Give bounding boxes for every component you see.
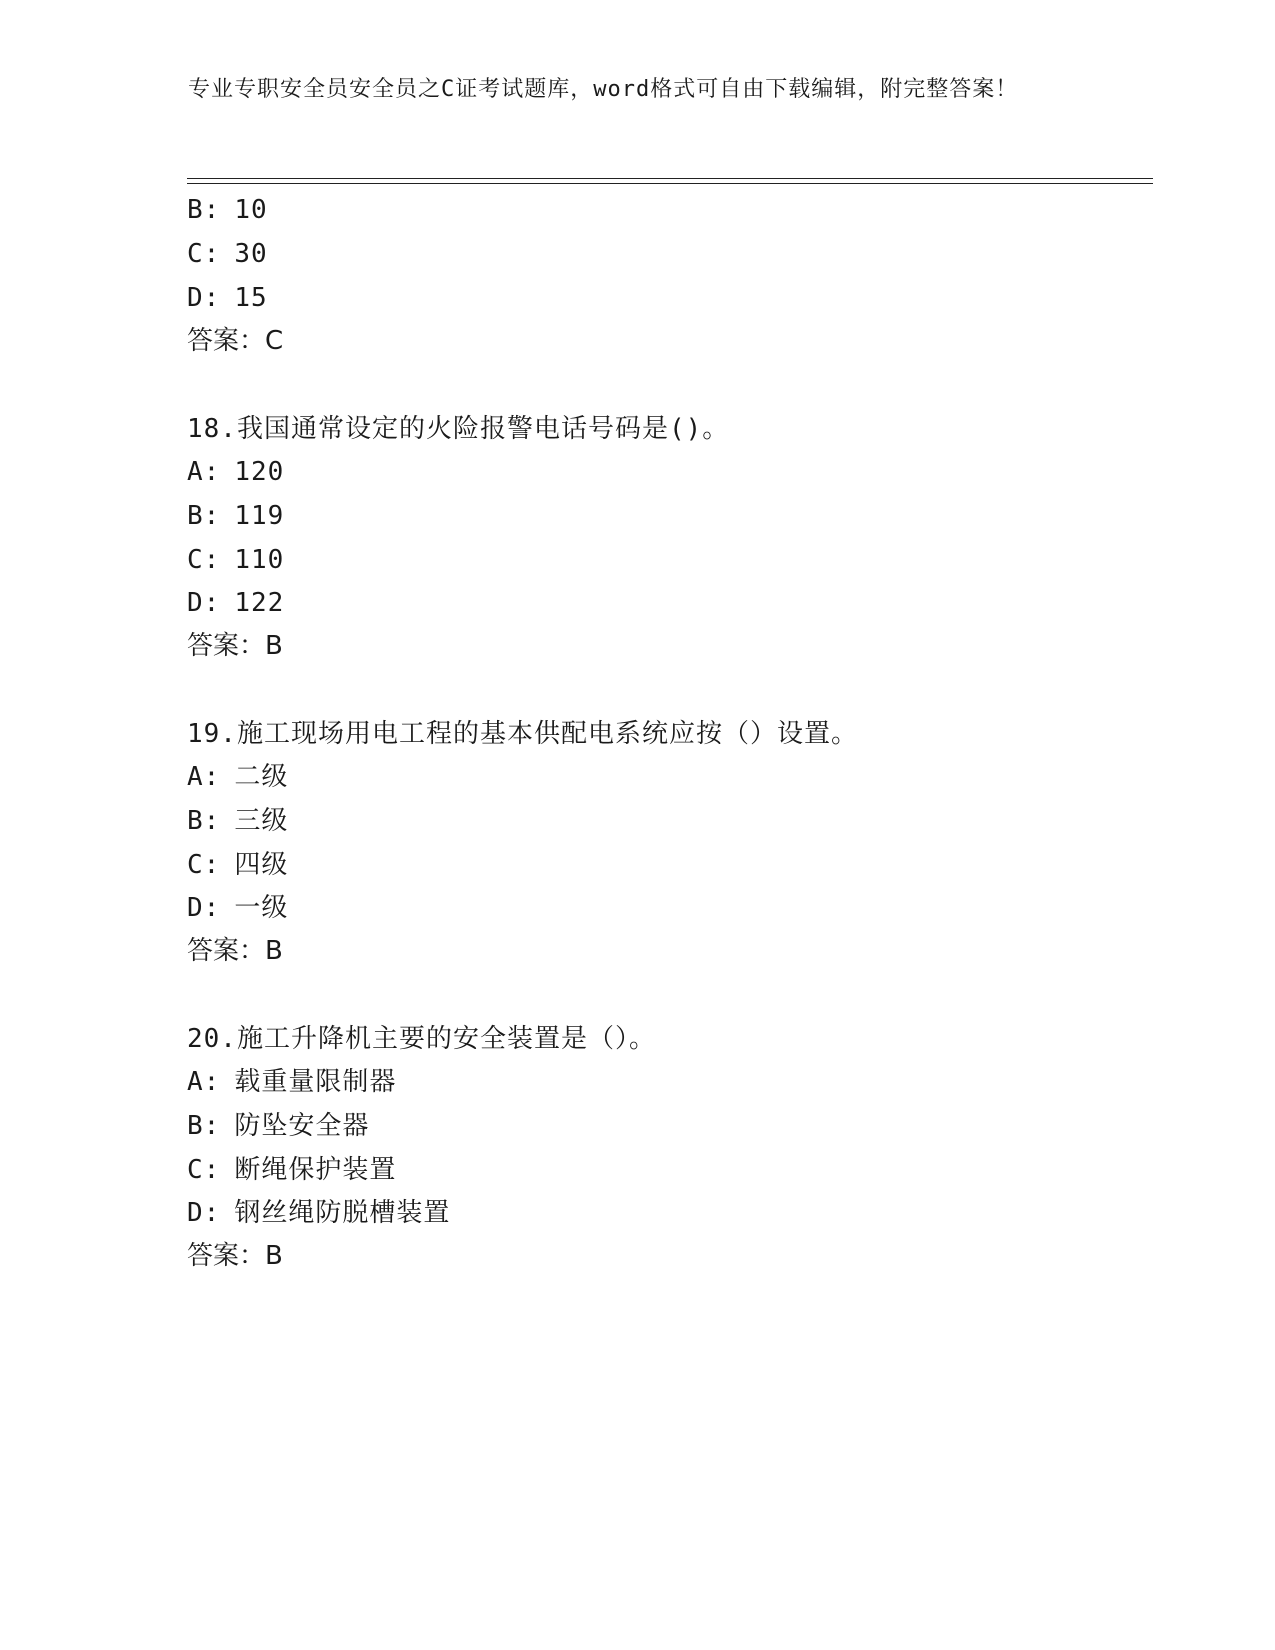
option-text: 断绳保护装置 <box>234 1155 397 1185</box>
option-c <box>187 848 288 882</box>
option-separator: : <box>203 195 221 225</box>
option-a <box>187 1065 396 1099</box>
answer-value: B <box>265 1241 283 1271</box>
option-c <box>187 543 284 577</box>
answer-line <box>187 934 283 968</box>
option-c <box>187 1153 396 1187</box>
option-d <box>187 891 288 925</box>
option-separator: : <box>203 1067 221 1097</box>
option-separator: : <box>203 588 221 618</box>
option-text: 载重量限制器 <box>234 1067 397 1097</box>
option-key: C <box>187 545 204 575</box>
option-separator: : <box>203 762 221 792</box>
answer-label: 答案： <box>187 936 266 966</box>
option-text: 钢丝绳防脱槽装置 <box>234 1198 451 1228</box>
option-separator: : <box>203 850 221 880</box>
option-key: B <box>187 195 204 225</box>
option-b <box>187 804 288 838</box>
option-d <box>187 1196 450 1230</box>
option-key: D <box>187 1198 204 1228</box>
option-key: A <box>187 457 204 487</box>
option-separator: : <box>203 1198 221 1228</box>
answer-label: 答案： <box>187 326 266 356</box>
document-header: 专业专职安全员安全员之C证考试题库，word格式可自由下载编辑，附完整答案！ <box>188 77 1019 102</box>
option-d <box>187 586 284 620</box>
question-text: 我国通常设定的火险报警电话号码是()。 <box>236 414 730 444</box>
answer-label: 答案： <box>187 1241 266 1271</box>
option-d <box>187 281 268 315</box>
option-text: 防坠安全器 <box>234 1111 370 1141</box>
option-separator: : <box>203 1111 221 1141</box>
option-key: D <box>187 283 204 313</box>
option-text: 30 <box>234 239 268 269</box>
answer-line <box>187 324 283 358</box>
question-text: 施工现场用电工程的基本供配电系统应按（）设置。 <box>236 719 858 749</box>
answer-label: 答案： <box>187 631 266 661</box>
question-19 <box>187 717 858 751</box>
option-text: 二级 <box>234 762 289 792</box>
option-text: 四级 <box>234 850 289 880</box>
option-key: C <box>187 850 204 880</box>
option-b <box>187 499 284 533</box>
option-c <box>187 237 268 271</box>
option-separator: : <box>203 239 221 269</box>
option-text: 一级 <box>234 893 289 923</box>
answer-line <box>187 629 283 663</box>
option-b <box>187 1109 369 1143</box>
option-b <box>187 193 268 227</box>
option-a <box>187 455 284 489</box>
option-key: C <box>187 1155 204 1185</box>
option-separator: : <box>203 893 221 923</box>
answer-value: B <box>265 936 283 966</box>
option-key: D <box>187 893 204 923</box>
question-18 <box>187 412 729 446</box>
header-divider-top <box>187 178 1153 179</box>
option-separator: : <box>203 806 221 836</box>
question-20 <box>187 1022 656 1056</box>
question-text: 施工升降机主要的安全装置是（）。 <box>236 1024 656 1054</box>
answer-value: B <box>265 631 283 661</box>
option-key: B <box>187 1111 204 1141</box>
option-key: D <box>187 588 204 618</box>
option-key: B <box>187 806 204 836</box>
option-text: 110 <box>234 545 285 575</box>
question-number: 19. <box>187 719 237 749</box>
option-text: 10 <box>234 195 268 225</box>
option-a <box>187 760 288 794</box>
option-key: C <box>187 239 204 269</box>
header-divider-bottom <box>187 183 1153 184</box>
question-number: 18. <box>187 414 237 444</box>
option-separator: : <box>203 545 221 575</box>
option-key: A <box>187 1067 204 1097</box>
option-text: 15 <box>234 283 268 313</box>
answer-line <box>187 1239 283 1273</box>
option-key: B <box>187 501 204 531</box>
option-separator: : <box>203 283 221 313</box>
option-separator: : <box>203 501 221 531</box>
option-separator: : <box>203 457 221 487</box>
option-text: 119 <box>234 501 285 531</box>
option-separator: : <box>203 1155 221 1185</box>
option-text: 三级 <box>234 806 289 836</box>
answer-value: C <box>265 326 284 356</box>
option-key: A <box>187 762 204 792</box>
question-number: 20. <box>187 1024 237 1054</box>
option-text: 120 <box>234 457 285 487</box>
option-text: 122 <box>234 588 285 618</box>
